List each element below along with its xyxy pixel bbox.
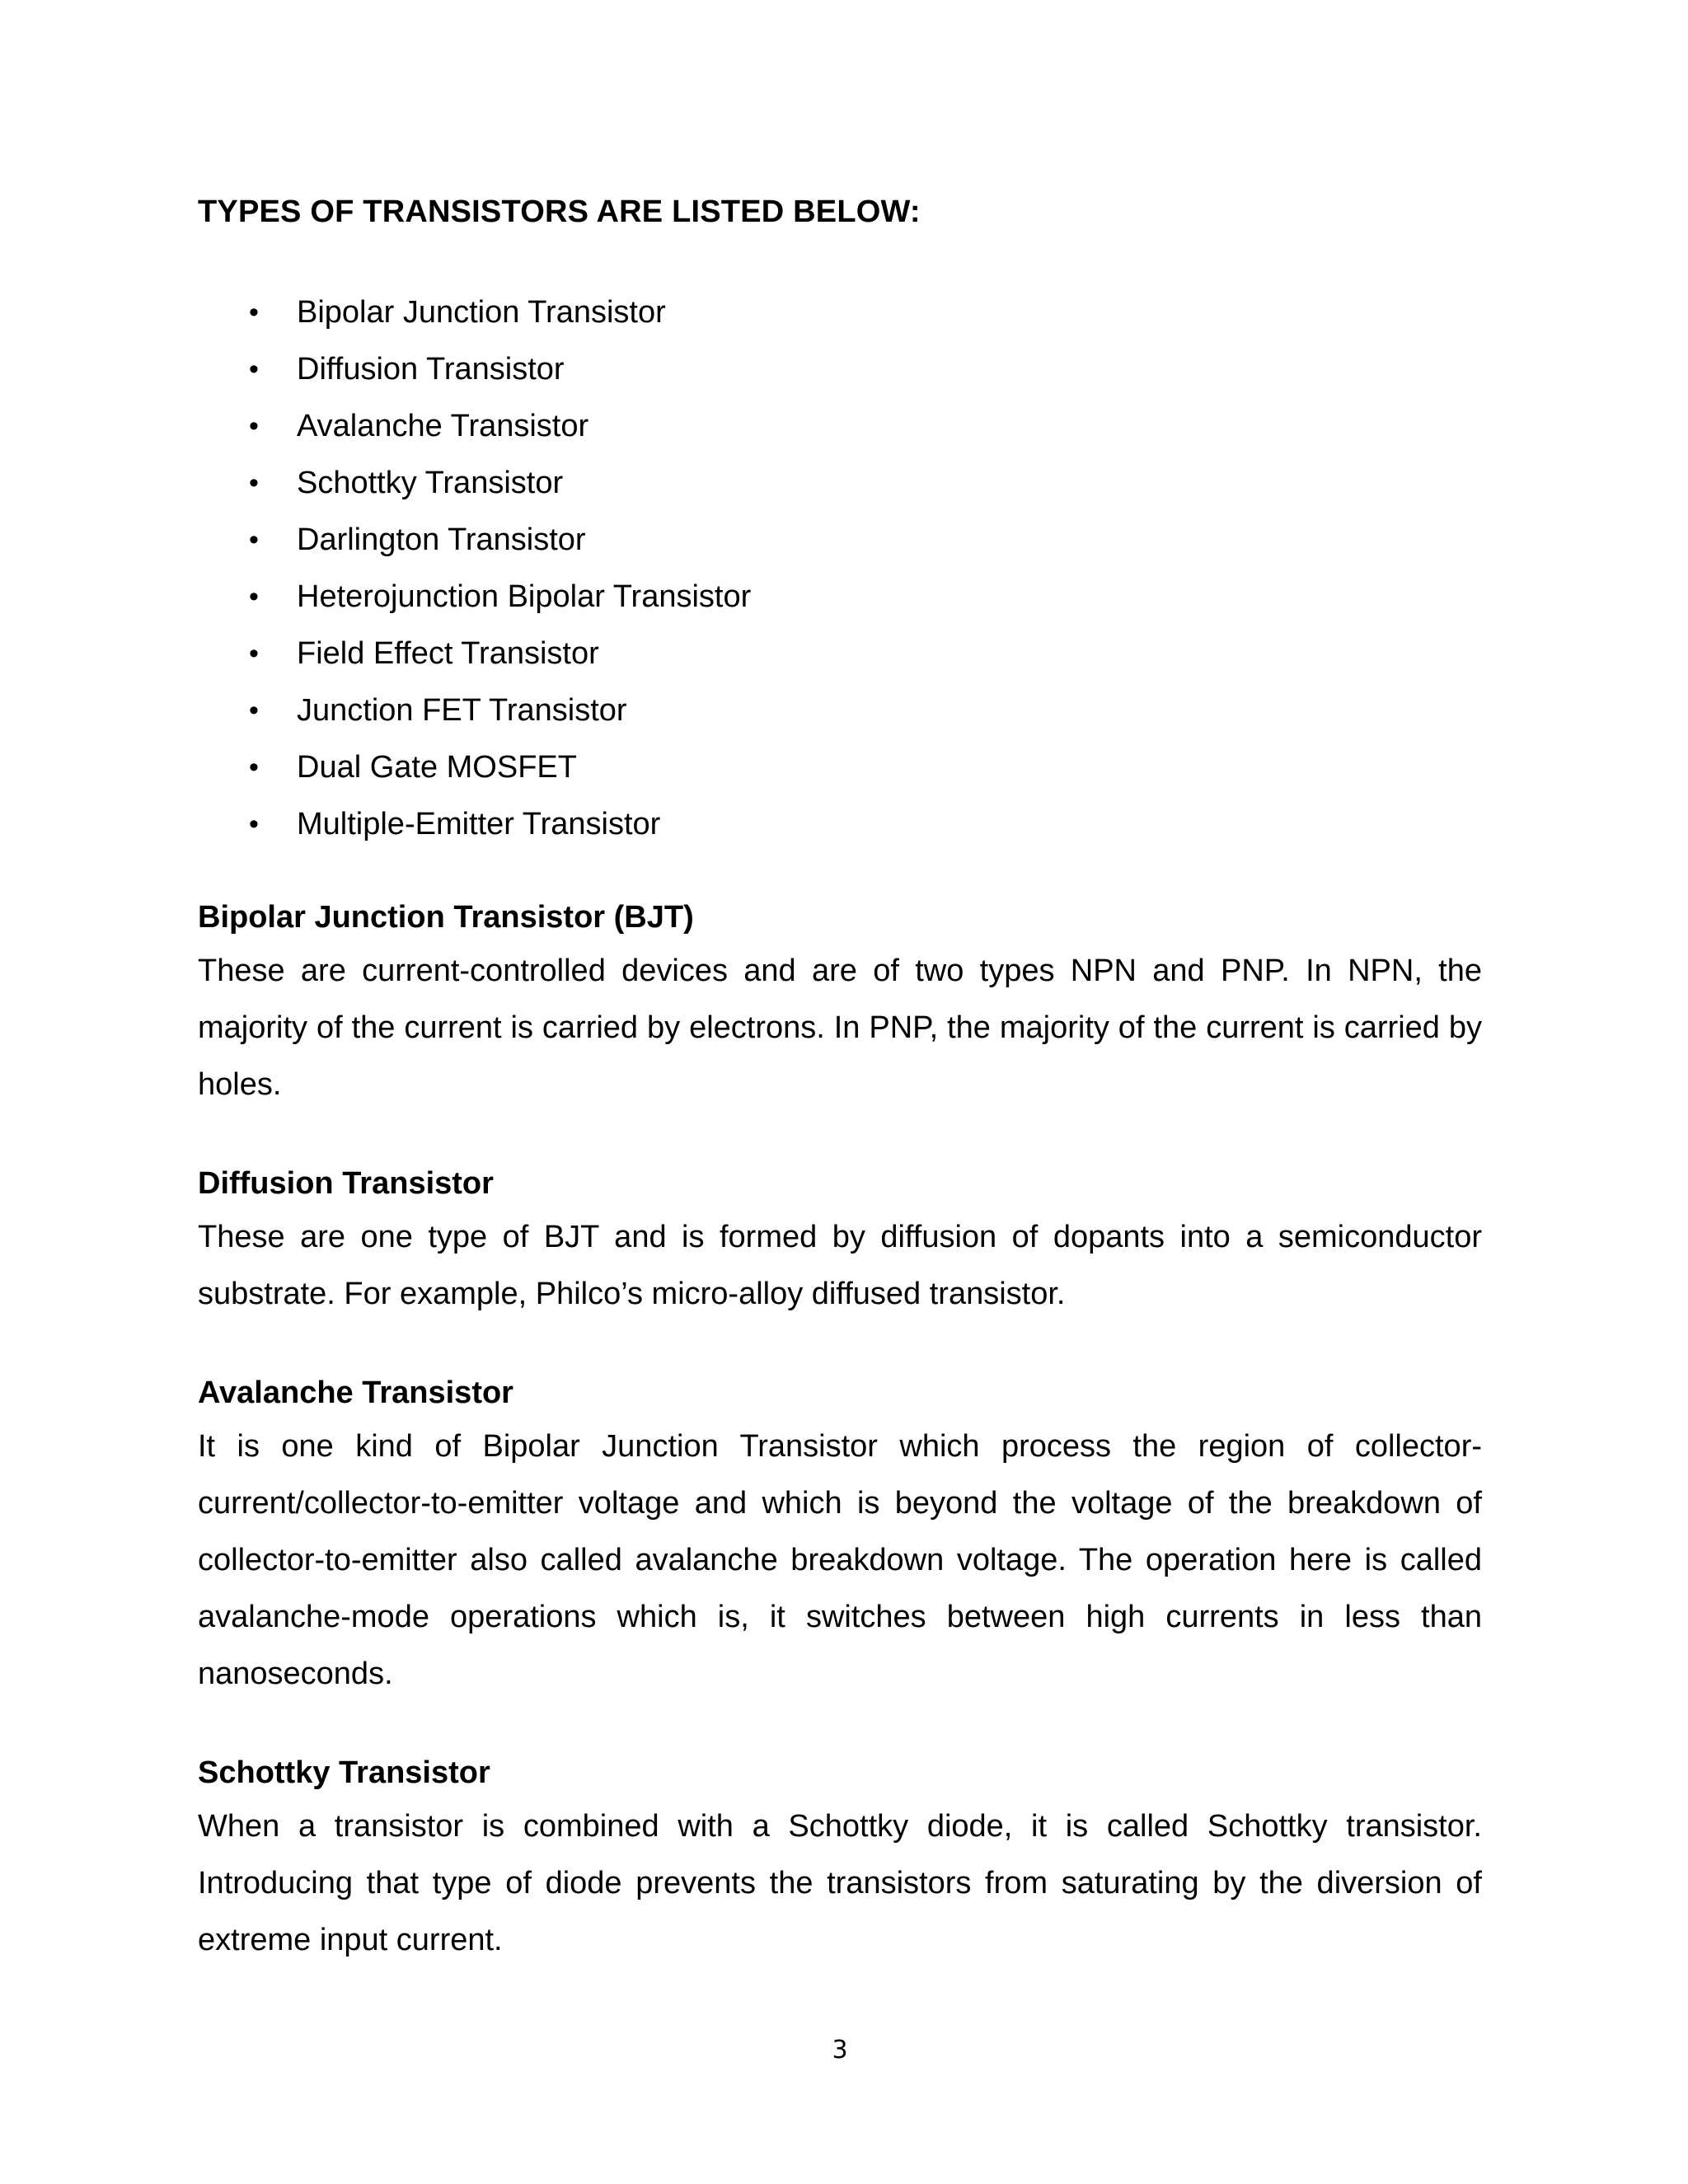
section-body: These are current-controlled devices and are of two types NPN and PNP. In NPN, the majority of the current is carried by electrons. In PNP, the majority of the current is carried by holes.: [198, 954, 1482, 1102]
list-item: [198, 742, 751, 799]
list-item-label: Schottky Transistor: [297, 466, 564, 500]
list-item-label: Darlington Transistor: [297, 523, 586, 557]
list-item: [198, 457, 751, 514]
section-diffusion-transistor: [198, 1158, 1482, 1323]
bullet-icon: •: [249, 410, 259, 442]
section-body: These are one type of BJT and is formed by diffusion of dopants into a semiconductor substrate. For example, Philco’s micro-alloy diffused transistor.: [198, 1220, 1482, 1311]
list-item-label: Field Effect Transistor: [297, 636, 599, 671]
section-avalanche-transistor: [198, 1367, 1482, 1703]
page-number: 3: [832, 2036, 848, 2064]
section-heading: Schottky Transistor: [198, 1755, 490, 1790]
list-item-label: Bipolar Junction Transistor: [297, 295, 666, 330]
section-heading: Avalanche Transistor: [198, 1376, 513, 1410]
section-schottky-transistor: [198, 1747, 1482, 1969]
list-item: [198, 401, 751, 457]
list-item-label: Diffusion Transistor: [297, 352, 565, 387]
section-body: It is one kind of Bipolar Junction Transistor which process the region of collector-current/collector-to-emitter voltage and which is beyond the voltage of the breakdown of collector-to-emitter also called avalanche breakdown voltage. The operation here is called avalanche-mode operations which is, it switches between high currents in less than nanoseconds.: [198, 1429, 1482, 1691]
list-item: [198, 628, 751, 685]
bullet-icon: •: [249, 297, 259, 328]
list-item: [198, 799, 751, 855]
bullet-icon: •: [249, 638, 259, 669]
section-heading: Bipolar Junction Transistor (BJT): [198, 900, 694, 935]
transistor-types-list: [198, 287, 751, 855]
list-item-label: Avalanche Transistor: [297, 409, 589, 443]
list-item-label: Heterojunction Bipolar Transistor: [297, 579, 752, 614]
list-item: [198, 287, 751, 344]
bullet-icon: •: [249, 752, 259, 783]
list-item-label: Multiple-Emitter Transistor: [297, 807, 661, 841]
bullet-icon: •: [249, 467, 259, 499]
section-body: When a transistor is combined with a Schottky diode, it is called Schottky transistor. Introducing that type of diode prevents the transistors from saturating by the diversion of extreme input current.: [198, 1809, 1482, 1957]
list-item: [198, 571, 751, 628]
bullet-icon: •: [249, 524, 259, 555]
bullet-icon: •: [249, 808, 259, 840]
list-item: [198, 344, 751, 401]
list-item-label: Junction FET Transistor: [297, 693, 627, 728]
document-page: [198, 0, 1482, 2184]
list-item: [198, 514, 751, 571]
page-heading: TYPES OF TRANSISTORS ARE LISTED BELOW:: [198, 194, 921, 229]
list-item: [198, 685, 751, 742]
bullet-icon: •: [249, 354, 259, 385]
list-item-label: Dual Gate MOSFET: [297, 750, 577, 785]
section-heading: Diffusion Transistor: [198, 1166, 494, 1201]
bullet-icon: •: [249, 695, 259, 726]
bullet-icon: •: [249, 581, 259, 612]
section-bjt: [198, 892, 1482, 1113]
